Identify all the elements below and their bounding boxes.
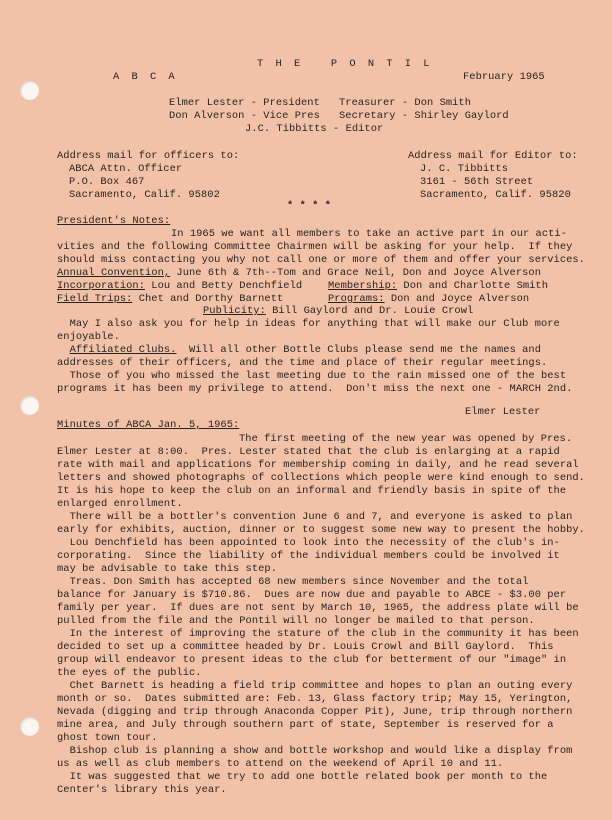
body-line: In 1965 we want all members to take an active part in our acti-: [171, 228, 567, 240]
minutes-line: Treas. Don Smith has accepted 68 new members since November and the total: [57, 576, 529, 588]
minutes-line: Center's library this year.: [57, 784, 227, 796]
body-line: May I also ask you for help in ideas for anything that will make our Club more: [57, 318, 560, 330]
body-line: [57, 344, 541, 357]
address-officers-heading: Address mail for officers to:: [57, 150, 240, 162]
address-editor-line: 3161 - 56th Street: [420, 176, 534, 188]
punch-hole: [20, 396, 39, 415]
body-line: addresses of their officers, and the time and place of their regular meetings.: [57, 357, 548, 369]
committee-chairs: Don and Joyce Alverson: [384, 293, 530, 305]
minutes-line: letters and showed photographs of collections which people were kind enough to send.: [57, 472, 585, 484]
committee-label: Membership:: [328, 280, 398, 292]
body-line: should miss contacting you why not call one or more of them and offer your services.: [57, 254, 585, 266]
officer-editor: J.C. Tibbitts - Editor: [245, 123, 384, 135]
minutes-line: There will be a bottler's convention June 6 and 7, and everyone is asked to plan: [57, 511, 573, 523]
newsletter-title: T H E P O N T I L: [257, 58, 433, 70]
body-line: programs it has been my privilege to attend. Don't miss the next one - MARCH 2nd.: [57, 383, 573, 395]
committee-publicity: [203, 305, 473, 318]
minutes-line: the eyes of the public.: [57, 667, 202, 679]
address-editor-heading: Address mail for Editor to:: [408, 150, 578, 162]
issue-date: February 1965: [463, 71, 545, 83]
punch-hole: [20, 717, 39, 736]
minutes-line: pulled from the file and the Pontil will no longer be mailed to that person.: [57, 615, 535, 627]
committee-label: Field Trips:: [57, 293, 133, 305]
committee-annual-convention: [57, 267, 541, 280]
minutes-line: It was suggested that we try to add one bottle related book per month to the: [57, 771, 548, 783]
address-editor-line: Sacramento, Calif. 95820: [420, 189, 571, 201]
minutes-line: In the interest of improving the stature of the club in the community it has been: [57, 628, 579, 640]
committee-label: Incorporation:: [57, 280, 145, 292]
minutes-line: balance for January is $710.86. Dues are now due and payable to ABCE - $3.00 per: [57, 589, 567, 601]
minutes-line: The first meeting of the new year was opened by Pres.: [239, 433, 573, 445]
minutes-line: early for exhibits, auction, dinner or to suggest some new way to present the hobby.: [57, 524, 585, 536]
affiliated-clubs-text: Will all other Bottle Clubs please send me the names and: [176, 344, 541, 356]
minutes-line: group will endeavor to present ideas to the club for betterment of our "image" in: [57, 654, 567, 666]
address-officers-line: P.O. Box 467: [69, 176, 145, 188]
body-line: enjoyable.: [57, 331, 120, 343]
section-divider: * * * *: [287, 200, 331, 212]
minutes-line: may be advisable to take this step.: [57, 563, 277, 575]
minutes-line: month or so. Dates submitted are: Feb. 13, Glass factory trip; May 15, Yerington,: [57, 693, 573, 705]
address-officers-line: Sacramento, Calif. 95802: [69, 189, 220, 201]
officer-treasurer: Treasurer - Don Smith: [339, 97, 471, 109]
committee-chairs: June 6th & 7th--Tom and Grace Neil, Don and Joyce Alverson: [170, 267, 541, 279]
committee-chairs: Don and Charlotte Smith: [397, 280, 548, 292]
address-editor-line: J. C. Tibbitts: [420, 163, 508, 175]
punch-hole: [20, 81, 39, 100]
committee-chairs: Chet and Dorthy Barnett: [132, 293, 284, 305]
minutes-heading: Minutes of ABCA Jan. 5, 1965:: [57, 419, 240, 431]
signature: Elmer Lester: [465, 406, 541, 418]
committee-chairs: Bill Gaylord and Dr. Louie Crowl: [265, 305, 474, 317]
minutes-line: Bishop club is planning a show and bottle workshop and would like a display from: [57, 745, 573, 757]
minutes-line: enlarged enrollment.: [57, 498, 183, 510]
minutes-line: rate with mail and applications for membership coming in daily, and he read several: [57, 459, 579, 471]
body-line: vities and the following Committee Chairmen will be asking for your help. If they: [57, 241, 573, 253]
minutes-line: mine area, and July through southern part of state, September is reserved for a: [57, 719, 554, 731]
minutes-line: Chet Barnett is heading a field trip committee and hopes to plan an outing every: [57, 680, 573, 692]
address-officers-line: ABCA Attn. Officer: [69, 163, 183, 175]
committee-membership: [328, 280, 548, 293]
committee-incorporation: [57, 280, 302, 293]
minutes-line: ghost town tour.: [57, 732, 158, 744]
minutes-line: corporating. Since the liability of the individual members could be involved it: [57, 550, 560, 562]
committee-label: Publicity:: [203, 305, 266, 317]
minutes-line: Elmer Lester at 8:00. Pres. Lester stated that the club is enlarging at a rapid: [57, 446, 560, 458]
minutes-line: us as well as club members to attend on the weekend of April 10 and 11.: [57, 758, 504, 770]
body-line: Those of you who missed the last meeting due to the rain missed one of the best: [57, 370, 567, 382]
committee-label: Annual Convention,: [57, 267, 171, 279]
minutes-line: family per year. If dues are not sent by March 10, 1965, the address plate will be: [57, 602, 579, 614]
affiliated-clubs-label: Affiliated Clubs.: [69, 344, 177, 356]
minutes-line: decided to set up a committee headed by Dr. Louis Crowl and Bill Gaylord. This: [57, 641, 554, 653]
minutes-line: It is his hope to keep the club on an informal and friendly basis in spite of the: [57, 485, 567, 497]
committee-chairs: Lou and Betty Denchfield: [145, 280, 303, 292]
officer-president: Elmer Lester - President: [169, 97, 320, 109]
committee-label: Programs:: [328, 293, 385, 305]
minutes-line: Lou Denchfield has been appointed to look into the necessity of the club's in-: [57, 537, 560, 549]
officer-vice-president: Don Alverson - Vice Pres: [169, 110, 320, 122]
minutes-line: Nevada (digging and trip through Anaconda Copper Pit), June, trip through northern: [57, 706, 573, 718]
officer-secretary: Secretary - Shirley Gaylord: [339, 110, 509, 122]
org-name: A B C A: [113, 71, 178, 83]
presidents-notes-heading: President's Notes:: [57, 215, 171, 227]
